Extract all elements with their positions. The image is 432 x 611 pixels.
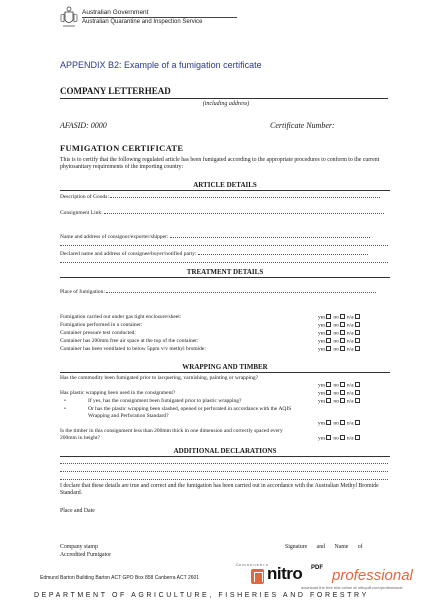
- nitro-trial-text: download the free trial online at nitropdf.com/professional: [301, 585, 403, 590]
- yes-checkbox[interactable]: [326, 338, 331, 343]
- consignee-row-2: [60, 258, 390, 266]
- additional-field-1[interactable]: [60, 459, 388, 464]
- na-checkbox[interactable]: [355, 314, 360, 319]
- na-checkbox[interactable]: [355, 346, 360, 351]
- consignment-field[interactable]: [104, 209, 384, 214]
- government-name: Australian Government: [82, 9, 149, 16]
- yes-no-na-options: yes no n/a: [318, 435, 362, 443]
- place-field[interactable]: [106, 288, 376, 293]
- footer-address: Edmund Barton Building Barton ACT GPO Box 858 Canberra ACT 2601: [40, 575, 200, 581]
- nitro-watermark[interactable]: [251, 565, 426, 595]
- yes-no-na-options: yes no n/a: [318, 314, 362, 322]
- no-checkbox[interactable]: [340, 398, 345, 403]
- na-checkbox[interactable]: [355, 322, 360, 327]
- article-details-heading: ARTICLE DETAILS: [60, 181, 390, 191]
- na-checkbox[interactable]: [355, 420, 360, 425]
- consignment-label: Consignment Link:: [60, 210, 103, 216]
- yes-no-na-options: yes no n/a: [318, 382, 362, 390]
- yes-checkbox[interactable]: [326, 330, 331, 335]
- small-print: Co m a n n e b r u: [236, 562, 269, 567]
- nitro-logo-icon: [251, 569, 264, 584]
- bullet-icon: •: [64, 398, 66, 404]
- yes-no-na-options: yes no n/a: [318, 398, 362, 406]
- treatment-question: Container pressure test conducted:: [60, 330, 136, 336]
- place-row: [60, 288, 390, 296]
- nitro-professional-label: professional: [332, 567, 413, 584]
- additional-line-3: [60, 475, 390, 483]
- yes-checkbox[interactable]: [326, 382, 331, 387]
- no-checkbox[interactable]: [340, 322, 345, 327]
- yes-checkbox[interactable]: [326, 390, 331, 395]
- government-header: [60, 6, 260, 36]
- yes-no-na-options: yes no n/a: [318, 338, 362, 346]
- treatment-question: Container has been ventilated to below 5ppm v/v methyl bromide:: [60, 346, 206, 352]
- yes-no-na-options: yes no n/a: [318, 330, 362, 338]
- wrapping-timber-heading: WRAPPING AND TIMBER: [60, 363, 390, 373]
- consignee-field-2[interactable]: [60, 258, 388, 263]
- no-checkbox[interactable]: [340, 314, 345, 319]
- description-label: Description of Goods:: [60, 194, 109, 200]
- wrapping-question-2: Has plastic wrapping been used in the consignment?: [60, 390, 176, 396]
- treatment-question: Fumigation performed in a container:: [60, 322, 143, 328]
- no-checkbox[interactable]: [340, 338, 345, 343]
- wrapping-question-2b: • Or has the plastic wrapping been slashed, opened or perforated in accordance with the AQIS Wrapping and Perforation Standard?: [64, 406, 292, 419]
- treatment-question: Container has 200mm free air space at the top of the container:: [60, 338, 199, 344]
- certificate-intro: This is to certify that the following regulated article has been fumigated according to the appropriate procedures to conform to the current phytosanitary requirements of the importing country:: [60, 157, 380, 171]
- additional-field-3[interactable]: [60, 475, 388, 480]
- wrapping-question-1: Has the commodity been fumigated prior to lacquering, varnishing, painting or wrapping?: [60, 375, 259, 381]
- no-checkbox[interactable]: [340, 435, 345, 440]
- yes-no-na-options: yes no n/a: [318, 322, 362, 330]
- company-stamp-label: Company stamp: [60, 544, 98, 550]
- additional-field-2[interactable]: [60, 467, 388, 472]
- additional-line-1: [60, 459, 390, 467]
- yes-checkbox[interactable]: [326, 322, 331, 327]
- no-checkbox[interactable]: [340, 382, 345, 387]
- consignee-field[interactable]: [198, 250, 368, 255]
- no-checkbox[interactable]: [340, 390, 345, 395]
- no-checkbox[interactable]: [340, 346, 345, 351]
- certificate-number-label: Certificate Number:: [270, 121, 335, 130]
- no-checkbox[interactable]: [340, 420, 345, 425]
- wrapping-question-3: Is the timber in this consignment less than 200mm thick in one dimension and correctly spaced every 200mm in height?: [60, 428, 283, 441]
- declaration-text: I declare that these details are true and correct and the fumigation has been carried out in accordance with the Australian Methyl Bromide Standard.: [60, 483, 379, 497]
- place-label: Place of fumigation:: [60, 289, 105, 295]
- description-row: [60, 193, 390, 201]
- consignor-label: Name and address of consignor/exporter/shipper:: [60, 234, 169, 240]
- certificate-title: FUMIGATION CERTIFICATE: [60, 143, 184, 153]
- yes-no-na-options: yes no n/a: [318, 346, 362, 354]
- company-letterhead: COMPANY LETTERHEAD: [60, 86, 171, 96]
- yes-no-na-options: yes no n/a: [318, 390, 362, 398]
- department-name: DEPARTMENT OF AGRICULTURE, FISHERIES AND FORESTRY: [34, 592, 369, 599]
- afasid-label: AFASID: 0000: [60, 121, 107, 130]
- place-and-date-label: Place and Date: [60, 508, 95, 514]
- consignee-label: Declared name and address of consignee/buyer/notified party:: [60, 251, 197, 257]
- na-checkbox[interactable]: [355, 435, 360, 440]
- yes-checkbox[interactable]: [326, 420, 331, 425]
- signature-name-label: Signature and Name of: [285, 544, 363, 550]
- na-checkbox[interactable]: [355, 398, 360, 403]
- no-checkbox[interactable]: [340, 330, 345, 335]
- description-field[interactable]: [110, 193, 380, 198]
- na-checkbox[interactable]: [355, 330, 360, 335]
- appendix-title: APPENDIX B2: Example of a fumigation certificate: [60, 60, 262, 70]
- yes-no-na-options: yes no n/a: [318, 420, 362, 428]
- nitro-brand: nitro: [267, 564, 303, 583]
- na-checkbox[interactable]: [355, 390, 360, 395]
- header-divider: [82, 17, 237, 18]
- coat-of-arms-icon: [60, 6, 78, 30]
- letterhead-subtitle: (including address): [202, 101, 250, 107]
- na-checkbox[interactable]: [355, 382, 360, 387]
- consignee-row: [60, 250, 390, 258]
- consignor-row: [60, 233, 390, 241]
- letterhead-divider: [60, 98, 388, 99]
- additional-declarations-heading: ADDITIONAL DECLARATIONS: [60, 447, 390, 457]
- yes-checkbox[interactable]: [326, 398, 331, 403]
- consignment-row: [60, 209, 390, 217]
- additional-line-2: [60, 467, 390, 475]
- wrapping-question-2a: • If yes, has the consignment been fumigated prior to plastic wrapping?: [64, 398, 242, 404]
- consignor-row-2: [60, 241, 390, 249]
- nitro-pdf-label: PDF: [311, 565, 323, 571]
- na-checkbox[interactable]: [355, 338, 360, 343]
- yes-checkbox[interactable]: [326, 314, 331, 319]
- yes-checkbox[interactable]: [326, 346, 331, 351]
- treatment-question: Fumigation carried out under gas tight enclosure/sheet:: [60, 314, 182, 320]
- bullet-icon: •: [64, 406, 66, 412]
- treatment-details-heading: TREATMENT DETAILS: [60, 268, 390, 278]
- consignor-field[interactable]: [170, 233, 370, 238]
- consignor-field-2[interactable]: [60, 241, 388, 246]
- service-name: Australian Quarantine and Inspection Service: [82, 19, 203, 25]
- yes-checkbox[interactable]: [326, 435, 331, 440]
- accredited-fumigator-label: Accredited Fumigator: [60, 552, 112, 558]
